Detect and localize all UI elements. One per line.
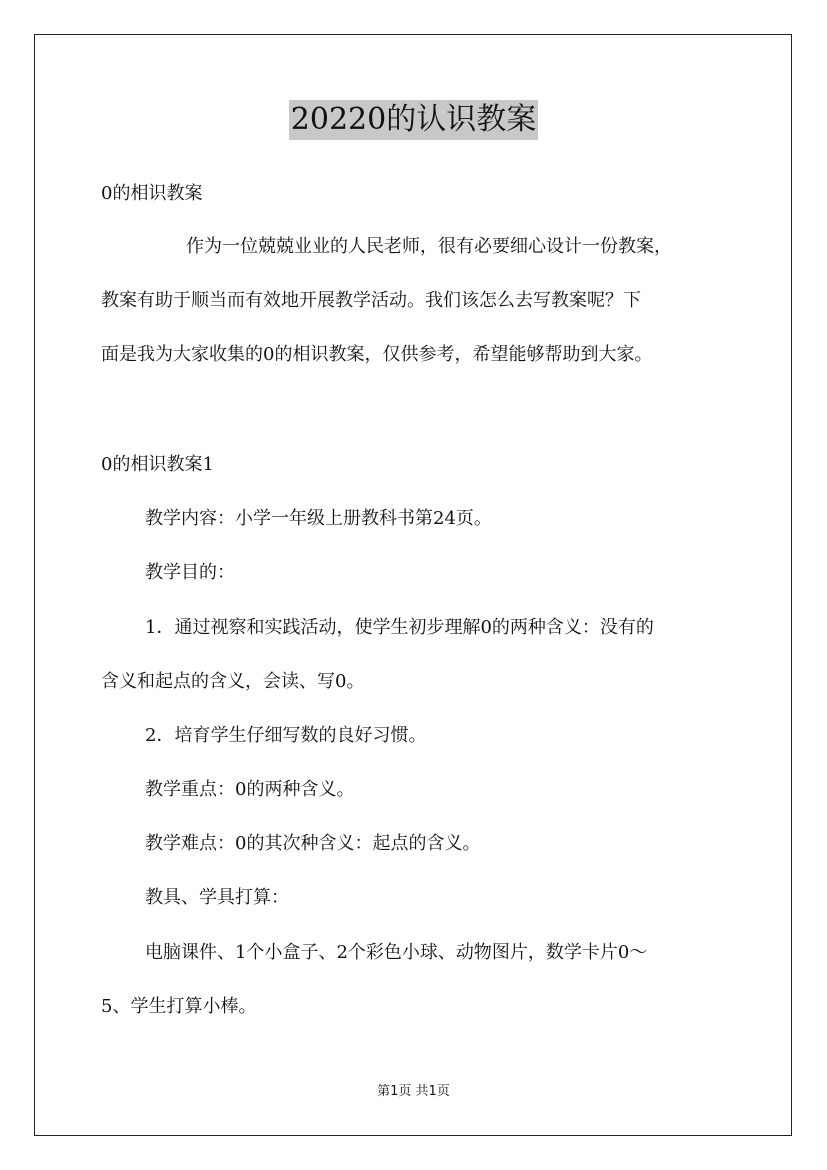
- tools-line-2: 5、学生打算小棒。: [101, 996, 257, 1017]
- tools-label: 教具、学具打算：: [145, 887, 289, 908]
- section-heading: 0的相识教案: [101, 183, 203, 204]
- page-footer: 第1页 共1页: [377, 1084, 450, 1099]
- document-title: 20220的认识教案: [289, 100, 538, 140]
- goal-1-line-2: 含义和起点的含义，会读、写0。: [101, 671, 365, 692]
- intro-paragraph-line-1: 作为一位兢兢业业的人民老师，很有必要细心设计一份教案，: [186, 236, 672, 257]
- title-container: [0, 100, 827, 140]
- goal-2: 2．培育学生仔细写数的良好习惯。: [145, 725, 427, 746]
- teaching-content: 教学内容：小学一年级上册教科书第24页。: [145, 508, 492, 529]
- teaching-goal-label: 教学目的：: [145, 562, 235, 583]
- section-heading-2: 0的相识教案1: [101, 454, 214, 475]
- tools-line-1: 电脑课件、1个小盒子、2个彩色小球、动物图片，数学卡片0～: [145, 942, 648, 963]
- intro-paragraph-line-2: 教案有助于顺当而有效地开展教学活动。我们该怎么去写教案呢？下: [101, 290, 641, 311]
- difficulty: 教学难点：0的其次种含义：起点的含义。: [145, 833, 481, 854]
- intro-paragraph-line-3: 面是我为大家收集的0的相识教案，仅供参考，希望能够帮助到大家。: [101, 344, 653, 365]
- key-point: 教学重点：0的两种含义。: [145, 779, 355, 800]
- goal-1-line-1: 1．通过视察和实践活动，使学生初步理解0的两种含义：没有的: [145, 617, 654, 638]
